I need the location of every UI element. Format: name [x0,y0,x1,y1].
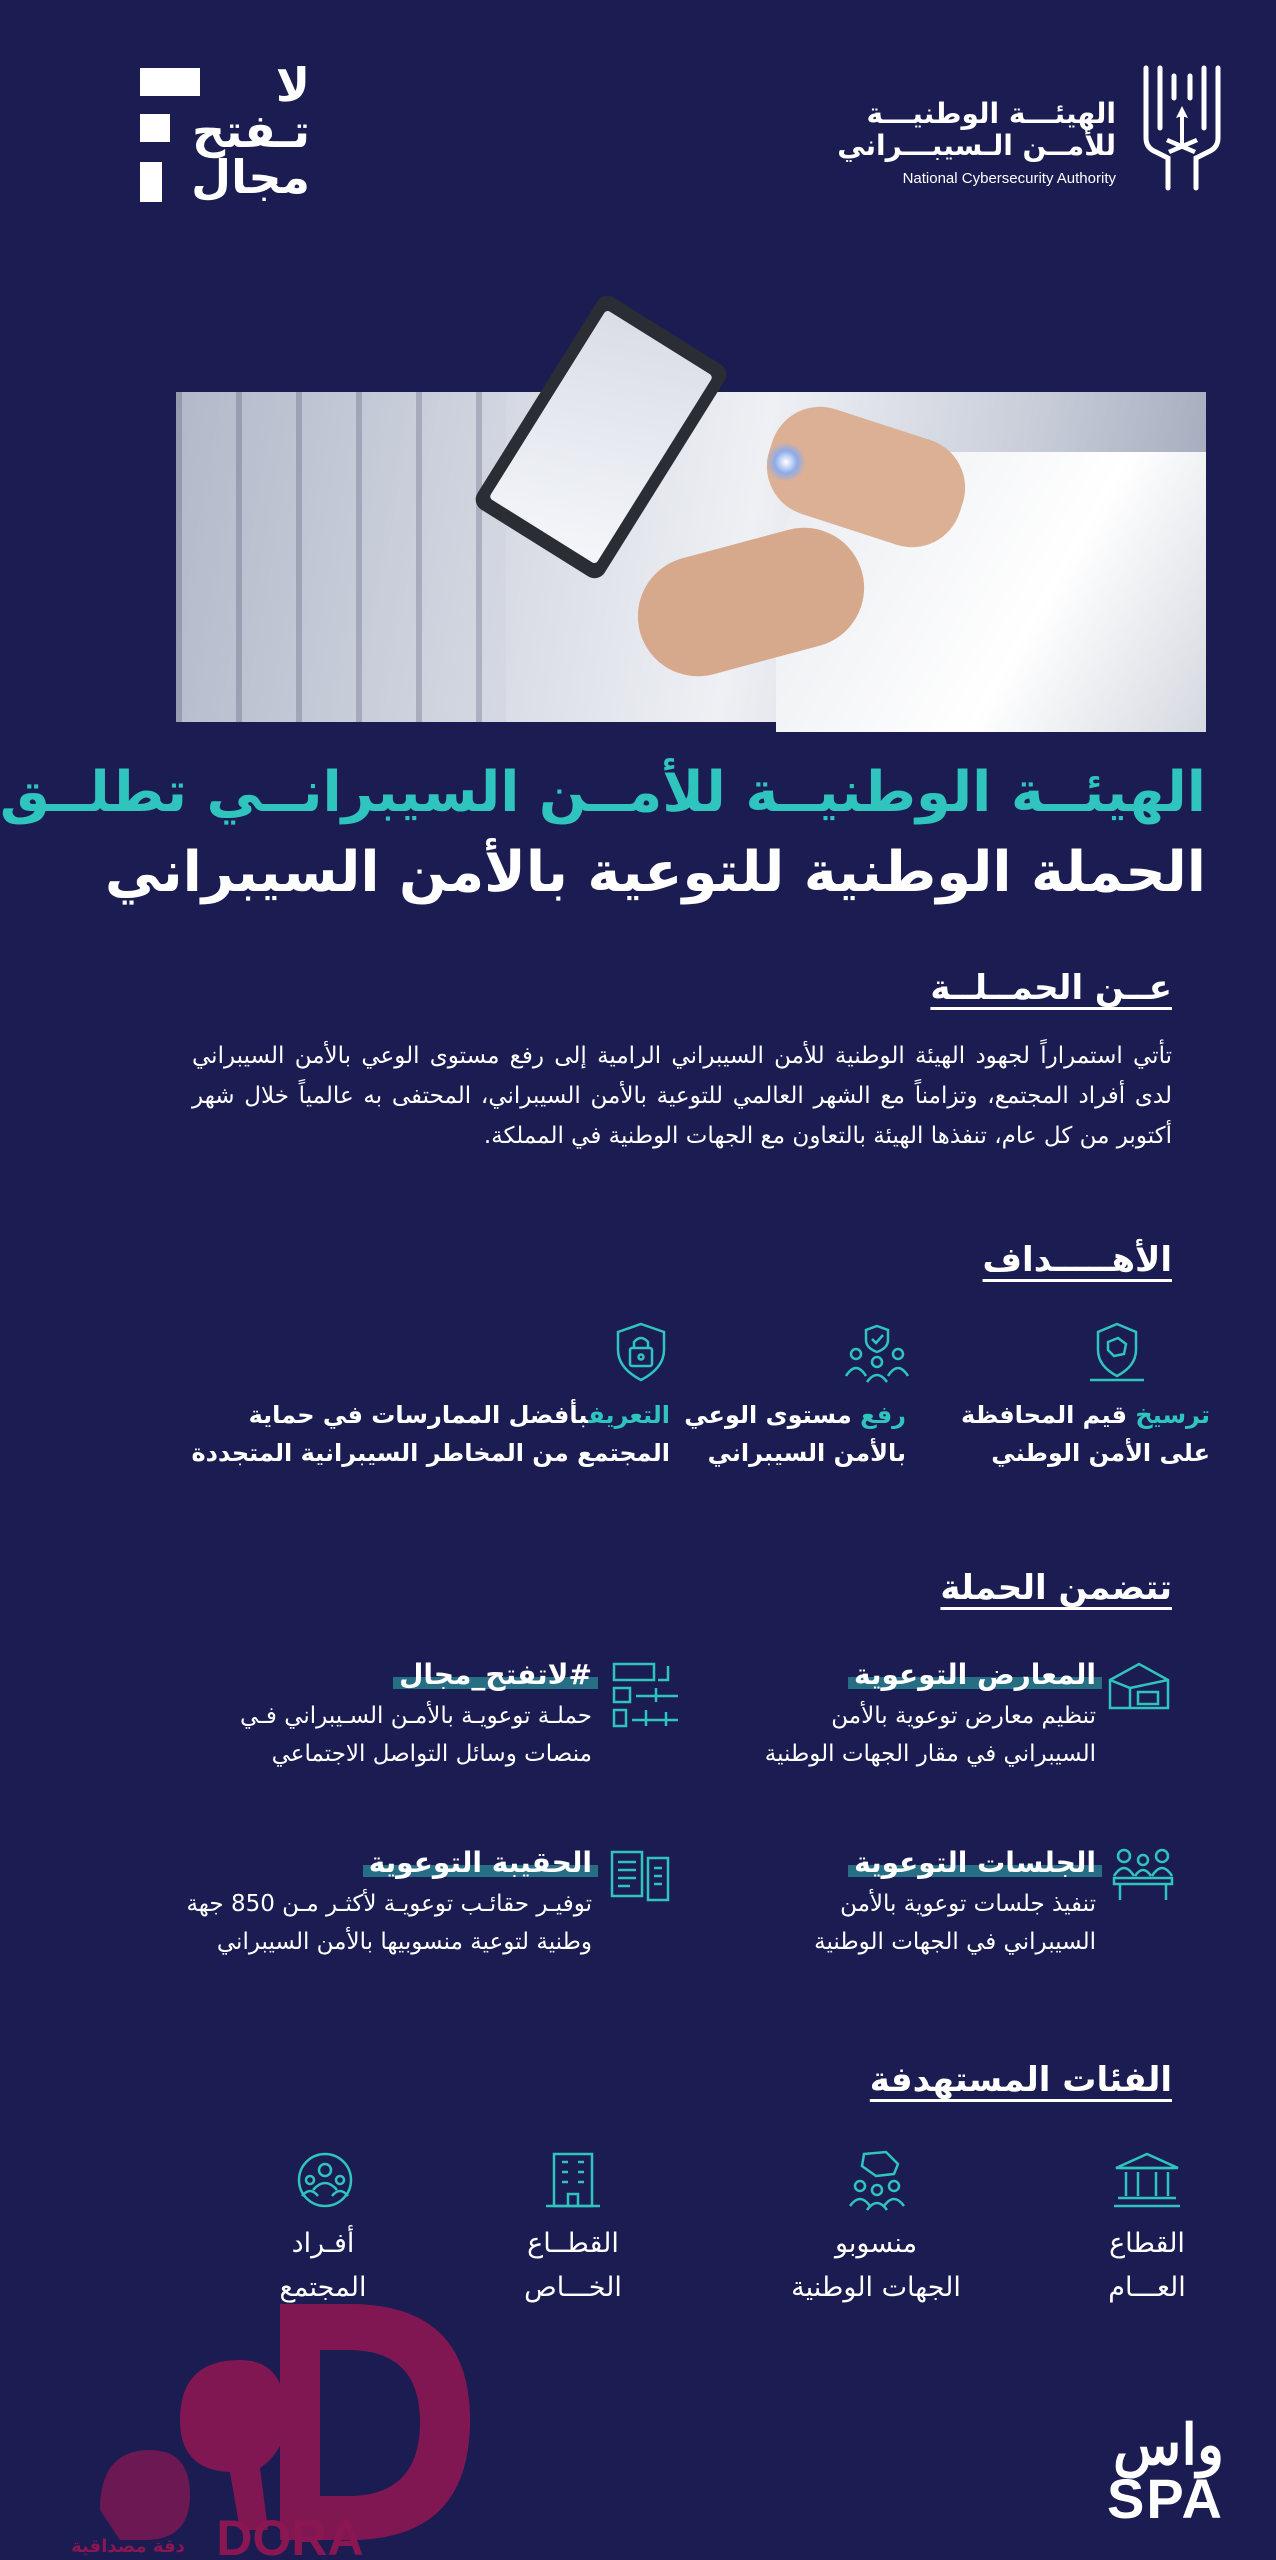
touch-glow [766,442,806,482]
headline-line2: الحملة الوطنية للتوعية بالأمن السيبراني [104,840,1206,905]
spa-line2: SPA [1107,2467,1224,2530]
target-item-4 [260,2222,386,2310]
target-item-1 [1084,2222,1210,2310]
target-item-2 [776,2222,976,2310]
goal-1-rest: قيم المحافظة [961,1401,1127,1429]
component-4-title: الحقيبة التوعوية [368,1846,592,1879]
target-3-line1: القطــاع [527,2228,619,2259]
components-heading: تتضمن الحملة [940,1568,1172,1608]
campaign-logo-line2: تـفتح [191,104,310,158]
community-people-icon [294,2150,356,2210]
target-2-line1: منسوبو [834,2228,918,2259]
hero-photo [176,392,1206,722]
campaign-logo [140,58,310,207]
logo-square [140,162,162,202]
logo-square [140,114,170,142]
component-1-line2: السيبراني في مقار الجهات الوطنية [764,1741,1096,1767]
component-2-line2: منصات وسائل التواصل الاجتماعي [271,1741,592,1767]
target-4-line2: المجتمع [279,2272,367,2303]
goal-1-line2: على الأمن الوطني [991,1439,1210,1467]
component-1-title: المعارض التوعوية [853,1658,1096,1691]
campaign-logo-line1: لا [275,58,310,112]
goal-3-line2: المجتمع من المخاطر السيبرانية المتجددة [191,1439,670,1467]
goal-3-highlight: التعريف [588,1401,670,1429]
about-heading: عــن الحمــلــة [930,968,1172,1008]
nca-name [837,98,1116,187]
component-item-2 [240,1658,592,1773]
tablet-icon [471,291,731,582]
map-shield-icon [1084,1320,1150,1386]
employees-map-icon [846,2150,908,2210]
dora-watermark-text: DORA [216,2510,364,2560]
spa-logo [1084,2413,1224,2530]
target-3-line2: الخـــاص [524,2272,622,2303]
spa-line1: واس [1113,2413,1224,2476]
component-3-title: الجلسات التوعوية [854,1846,1096,1879]
targets-heading: الفئات المستهدفة [869,2060,1172,2100]
target-2-line2: الجهات الوطنية [791,2272,961,2303]
headline-line1: الهيئــة الوطنيــة للأمــن السيبرانــي تطلــق [0,760,1206,825]
goal-1-highlight: ترسيخ [1135,1401,1210,1429]
nca-name-en: National Cybersecurity Authority [902,170,1116,187]
goal-item-1 [961,1396,1210,1472]
target-4-line1: أفـراد [291,2228,355,2259]
dora-watermark-text-ar: دقة مصداقية [71,2536,185,2557]
component-4-line2: وطنية لتوعية منسوبيها بالأمن السيبراني [216,1929,592,1955]
target-1-line1: القطاع [1109,2228,1185,2259]
goals-heading: الأهـــــداف [982,1240,1172,1280]
lock-shield-icon [608,1320,674,1386]
nca-name-ar-line2: للأمــن الـسيبـــراني [837,129,1116,162]
documents-icon [610,1850,672,1902]
component-item-1 [765,1658,1096,1773]
office-building-icon [542,2150,604,2210]
photo-background [176,392,506,722]
campaign-logo-line3: مجال [191,150,310,204]
goal-2-highlight: رفع [860,1401,906,1429]
component-2-title: #لاتفتح_مجال [399,1658,592,1691]
goal-item-3 [192,1396,671,1472]
nca-name-ar-line1: الهيئـــة الوطنيـــة [866,97,1116,130]
component-3-line1: تنفيذ جلسات توعوية بالأمن [840,1891,1096,1917]
goal-item-2 [684,1396,906,1472]
goal-2-line2: بالأمن السيبراني [707,1439,906,1467]
component-item-3 [814,1846,1096,1961]
dora-watermark-icon [71,2300,480,2560]
nca-logo-icon [1138,58,1226,200]
component-item-4 [186,1846,592,1961]
component-2-line1: حملـة توعويـة بالأمـن السـيبراني فـي [240,1703,592,1729]
target-1-line2: العـــام [1108,2272,1186,2303]
exhibition-booth-icon [1106,1658,1172,1716]
campaign-logo-icon [612,1662,682,1730]
logo-square [140,68,200,96]
goal-2-rest: مستوى الوعي [684,1401,852,1429]
component-3-line2: السيبراني في الجهات الوطنية [814,1929,1096,1955]
sessions-icon [1110,1846,1176,1904]
target-item-3 [500,2222,646,2310]
component-1-line1: تنظيم معارض توعوية بالأمن [831,1703,1096,1729]
about-text: تأتي استمراراً لجهود الهيئة الوطنية للأمن السيبراني الرامية إلى رفع مستوى الوعي بالأمن السيبراني لدى أفراد المجتمع، وتزامناً مع الشهر العالمي للتوعية بالأمن السيبراني، المحتفى به عالمياً خلال شهر أكتوبر من كل عام، تنفذها الهيئة بالتعاون مع الجهات الوطنية في المملكة. [192,1043,1172,1149]
component-4-line1: توفيـر حقائـب توعويـة لأكثـر مـن 850 جهة [186,1891,592,1917]
people-shield-icon [844,1320,910,1386]
goal-3-rest: بأفضل الممارسات في حماية [248,1401,589,1429]
government-building-icon [1112,2150,1182,2210]
